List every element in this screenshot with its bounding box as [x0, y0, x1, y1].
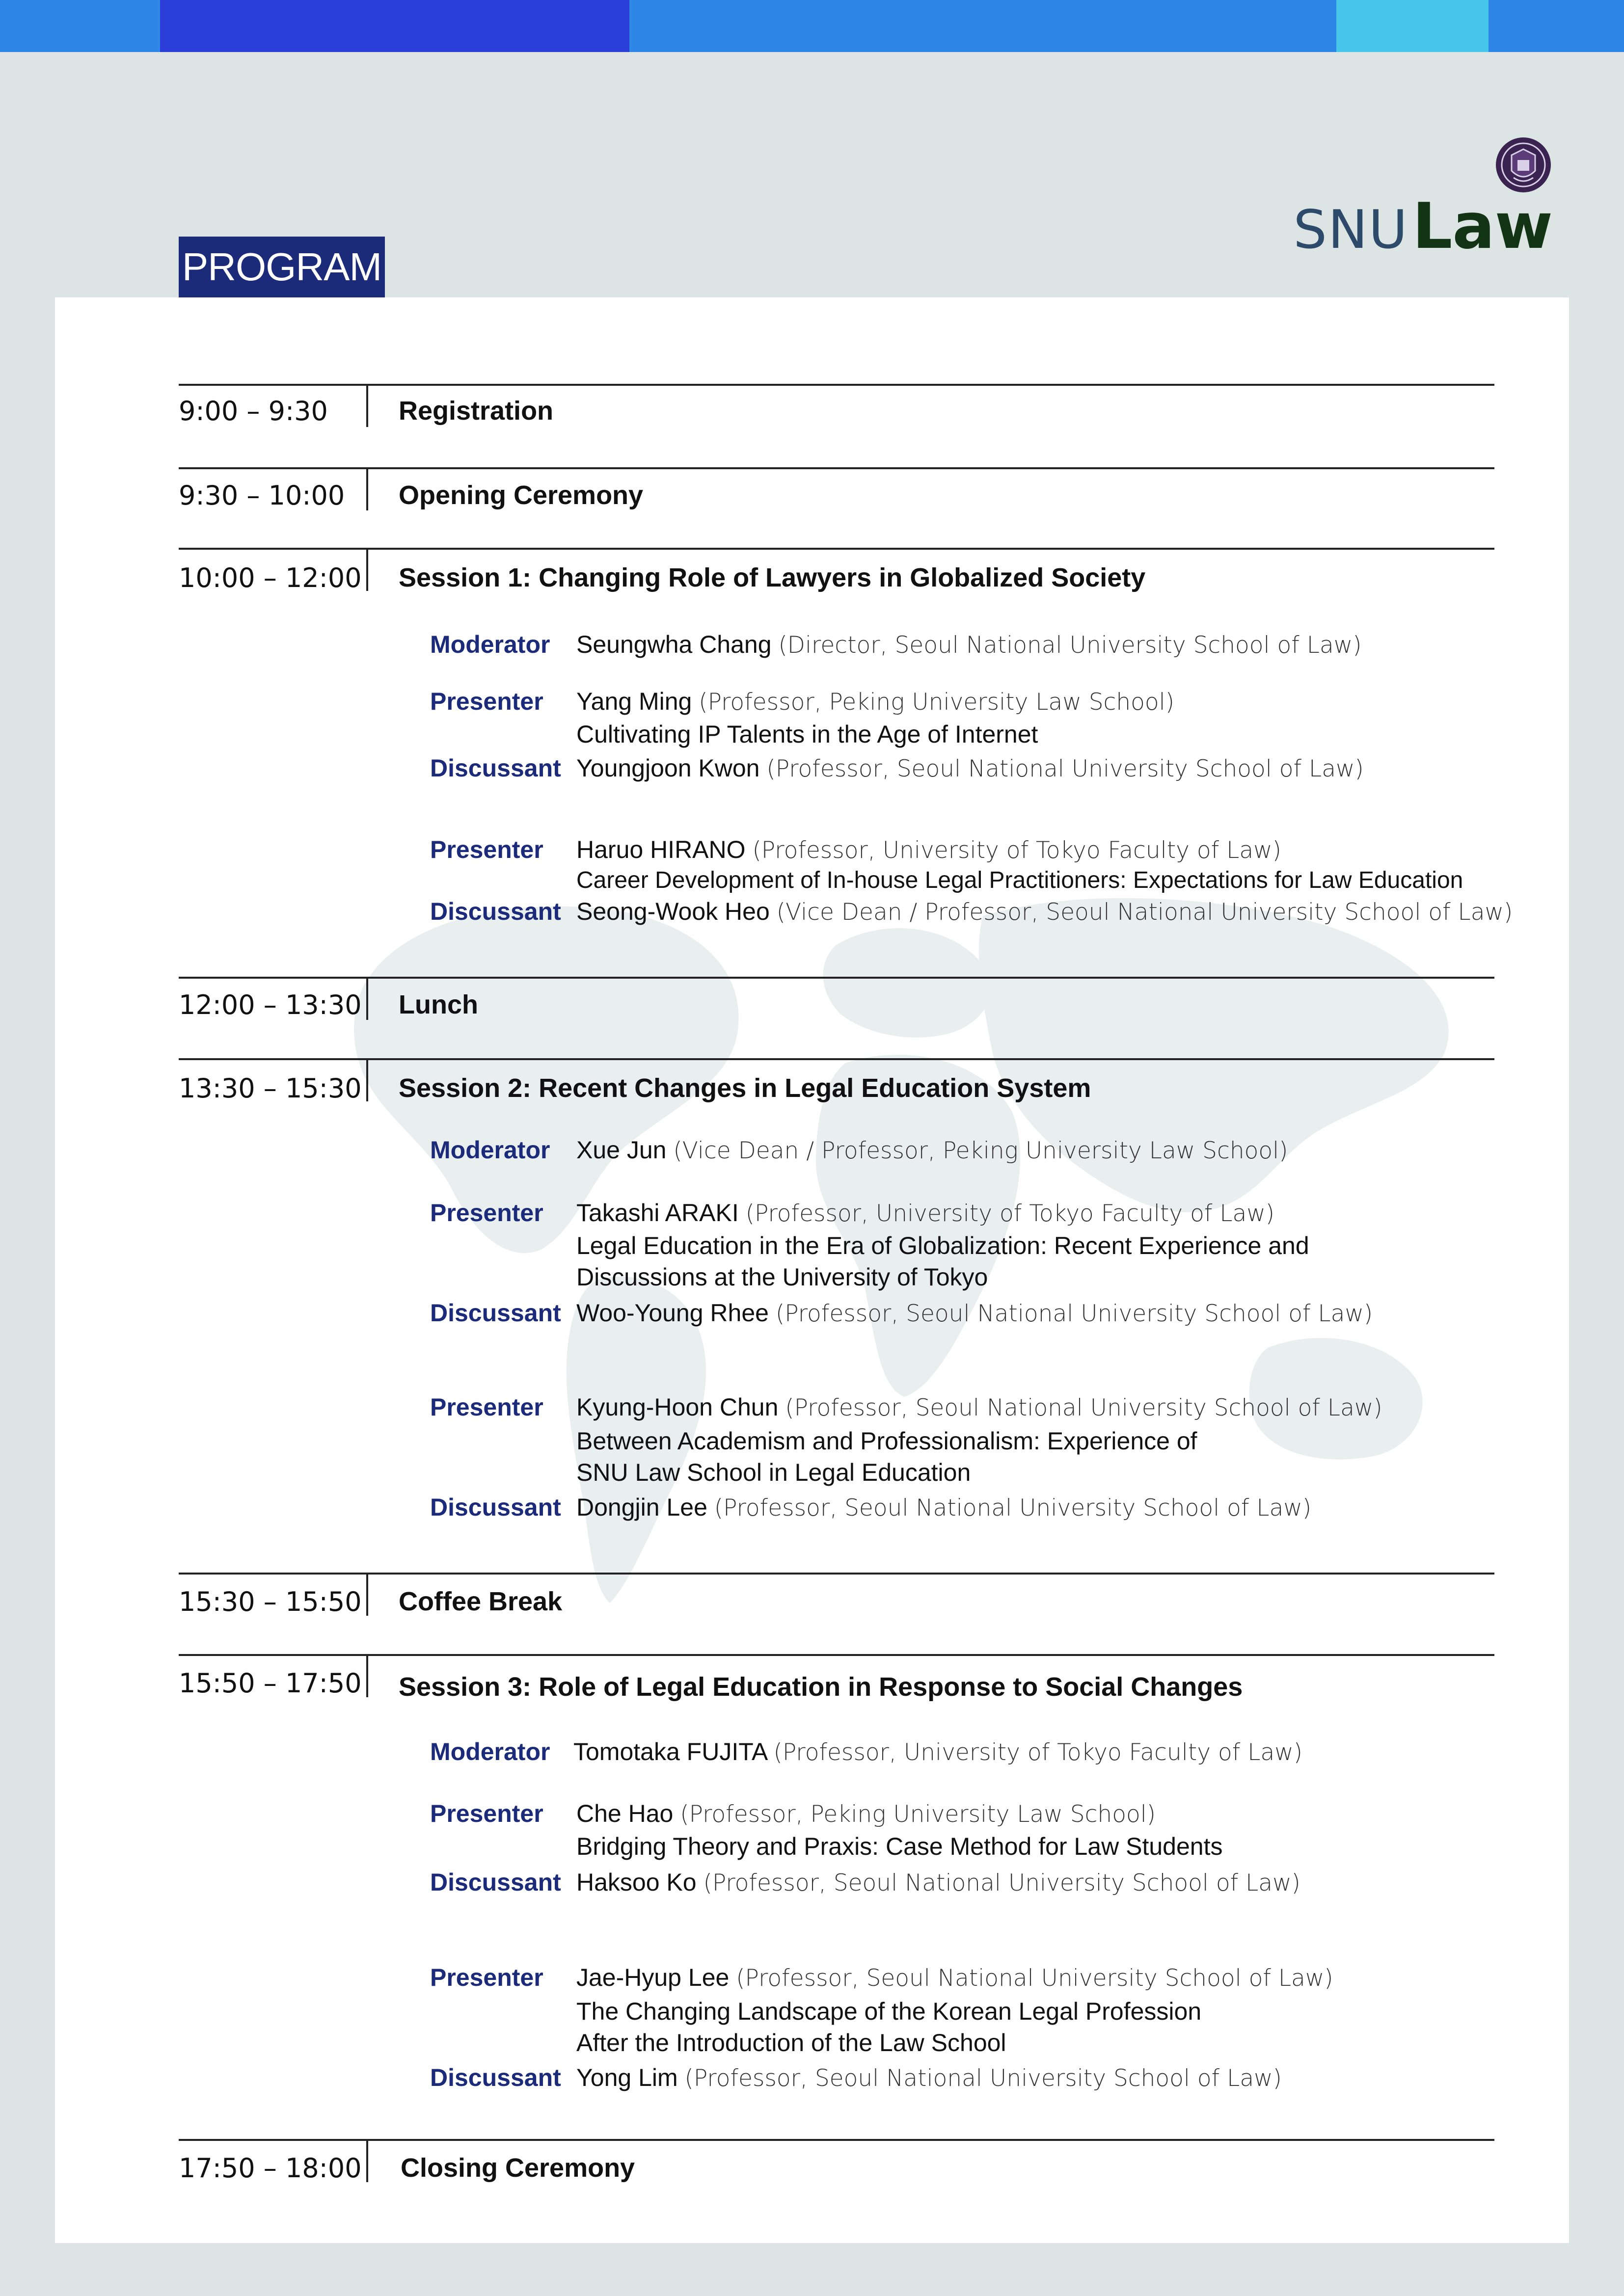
time-divider: [366, 1573, 368, 1616]
row-divider: [179, 1573, 1494, 1575]
discussant-role: Discussant: [430, 754, 561, 782]
talk-title: [576, 1425, 1197, 1488]
moderator-role: Moderator: [430, 631, 550, 658]
talk-title-line: Career Development of In-house Legal Practitioners: Expectations for Law Education: [576, 867, 1463, 893]
talk-title-line: The Changing Landscape of the Korean Legal Profession: [576, 1998, 1202, 2025]
person-affiliation: (Professor, Peking University Law School): [699, 689, 1175, 716]
university-seal-icon: [1494, 135, 1553, 194]
talk-title-line: Cultivating IP Talents in the Age of Internet: [576, 721, 1038, 748]
person-affiliation: (Vice Dean / Professor, Seoul National University School of Law): [776, 899, 1513, 926]
time-slot: 15:30 – 15:50: [179, 1586, 362, 1617]
person-affiliation: (Professor, University of Tokyo Faculty of Law): [752, 837, 1281, 864]
time-divider: [366, 977, 368, 1020]
discussant-role: Discussant: [430, 898, 561, 925]
presenter-name: [576, 1393, 1382, 1421]
snu-law-logo: [1293, 132, 1553, 263]
presenter-role: Presenter: [430, 1800, 543, 1827]
row-title: Opening Ceremony: [399, 481, 644, 510]
time-slot: 10:00 – 12:00: [179, 562, 362, 593]
talk-title-line: SNU Law School in Legal Education: [576, 1459, 971, 1486]
person-affiliation: (Professor, Seoul National University School of Law): [785, 1394, 1382, 1421]
logo-wordmark: [1293, 190, 1553, 263]
time-divider: [366, 384, 368, 427]
talk-title-line: Legal Education in the Era of Globalization: Recent Experience and: [576, 1232, 1309, 1259]
person-affiliation: (Professor, Seoul National University School of Law): [714, 1495, 1312, 1522]
discussant-name: [576, 1299, 1373, 1327]
talk-title: [576, 1996, 1201, 2058]
person-affiliation: (Professor, Seoul National University School of Law): [775, 1300, 1373, 1327]
moderator-role: Moderator: [430, 1738, 550, 1765]
person-affiliation: (Professor, Seoul National University School of Law): [736, 1965, 1333, 1992]
person-name: Youngjoon Kwon: [576, 754, 760, 782]
person-name: Xue Jun: [576, 1136, 667, 1164]
time-divider: [366, 467, 368, 510]
top-bar-segment-5: [1489, 0, 1624, 52]
person-name: Haruo HIRANO: [576, 836, 746, 863]
presenter-name: [576, 687, 1174, 716]
time-slot: 17:50 – 18:00: [179, 2153, 362, 2184]
talk-title-line: Discussions at the University of Tokyo: [576, 1263, 988, 1291]
discussant-name: [576, 1868, 1300, 1896]
presenter-name: [576, 1199, 1274, 1227]
talk-title-line: Bridging Theory and Praxis: Case Method for Law Students: [576, 1833, 1223, 1860]
top-color-bar: [0, 0, 1624, 52]
person-name: Haksoo Ko: [576, 1869, 697, 1896]
presenter-role: Presenter: [430, 1393, 543, 1421]
time-divider: [366, 2139, 368, 2182]
person-affiliation: (Vice Dean / Professor, Peking University Law School): [673, 1137, 1288, 1164]
person-affiliation: (Professor, Seoul National University School of Law): [684, 2065, 1282, 2092]
person-name: Dongjin Lee: [576, 1494, 707, 1521]
time-divider: [366, 1654, 368, 1697]
program-heading: PROGRAM: [179, 237, 385, 297]
person-affiliation: (Director, Seoul National University School of Law): [778, 632, 1362, 659]
talk-title: [576, 719, 1038, 750]
time-slot: 13:30 – 15:30: [179, 1073, 362, 1104]
logo-snu-text: SNU: [1293, 199, 1408, 261]
program-panel: [55, 297, 1569, 2243]
discussant-name: [576, 754, 1364, 782]
person-name: Jae-Hyup Lee: [576, 1964, 730, 1991]
row-divider: [179, 1058, 1494, 1060]
discussant-role: Discussant: [430, 1494, 561, 1521]
person-name: Kyung-Hoon Chun: [576, 1393, 779, 1421]
moderator-role: Moderator: [430, 1136, 550, 1164]
top-bar-segment-3: [629, 0, 1336, 52]
person-name: Seong-Wook Heo: [576, 898, 770, 925]
talk-title-line: After the Introduction of the Law School: [576, 2029, 1006, 2056]
presenter-role: Presenter: [430, 836, 543, 863]
talk-title-line: Between Academism and Professionalism: Experience of: [576, 1427, 1197, 1455]
person-name: Takashi ARAKI: [576, 1199, 739, 1227]
discussant-role: Discussant: [430, 1299, 561, 1327]
presenter-role: Presenter: [430, 1199, 543, 1227]
row-divider: [179, 1654, 1494, 1656]
person-name: Seungwha Chang: [576, 631, 772, 658]
discussant-name: [576, 1493, 1311, 1522]
discussant-role: Discussant: [430, 1869, 561, 1896]
person-name: Woo-Young Rhee: [576, 1299, 769, 1327]
presenter-name: [576, 835, 1281, 864]
presenter-name: [576, 1963, 1333, 1992]
person-name: Tomotaka FUJITA: [573, 1738, 767, 1765]
row-divider: [179, 548, 1494, 550]
discussant-name: [576, 2063, 1282, 2092]
presenter-role: Presenter: [430, 1964, 543, 1991]
row-divider: [179, 384, 1494, 386]
session-title: Session 1: Changing Role of Lawyers in Globalized Society: [399, 563, 1146, 592]
time-slot: 9:00 – 9:30: [179, 396, 328, 427]
person-affiliation: (Professor, Seoul National University School of Law): [766, 755, 1364, 782]
person-affiliation: (Professor, University of Tokyo Faculty of Law): [745, 1200, 1275, 1227]
person-affiliation: (Professor, University of Tokyo Faculty of Law): [773, 1739, 1303, 1766]
time-slot: 12:00 – 13:30: [179, 989, 362, 1020]
time-divider: [366, 548, 368, 591]
row-divider: [179, 2139, 1494, 2141]
moderator-name: [576, 630, 1362, 659]
presenter-name: [576, 1799, 1156, 1828]
presenter-role: Presenter: [430, 688, 543, 715]
time-divider: [366, 1058, 368, 1101]
moderator-name: [573, 1737, 1302, 1766]
row-title: Lunch: [399, 990, 478, 1019]
top-bar-segment-1: [0, 0, 160, 52]
session-title: Session 2: Recent Changes in Legal Education System: [399, 1073, 1091, 1103]
logo-law-text: Law: [1412, 190, 1553, 263]
row-title: Registration: [399, 396, 554, 426]
talk-title: [576, 1230, 1309, 1293]
talk-title: [576, 865, 1463, 896]
person-affiliation: (Professor, Seoul National University School of Law): [703, 1869, 1300, 1896]
time-slot: 15:50 – 17:50: [179, 1668, 362, 1699]
top-bar-segment-2: [160, 0, 629, 52]
discussant-name: [576, 897, 1513, 926]
discussant-role: Discussant: [430, 2064, 561, 2091]
moderator-name: [576, 1136, 1288, 1164]
person-affiliation: (Professor, Peking University Law School): [680, 1801, 1156, 1828]
talk-title: [576, 1831, 1222, 1862]
row-title: Closing Ceremony: [401, 2153, 635, 2183]
person-name: Yang Ming: [576, 688, 692, 715]
person-name: Yong Lim: [576, 2064, 678, 2091]
row-divider: [179, 467, 1494, 469]
person-name: Che Hao: [576, 1800, 674, 1827]
row-title: Coffee Break: [399, 1587, 563, 1616]
row-divider: [179, 977, 1494, 979]
time-slot: 9:30 – 10:00: [179, 480, 345, 511]
session-title: Session 3: Role of Legal Education in Response to Social Changes: [399, 1672, 1243, 1702]
top-bar-segment-4: [1336, 0, 1489, 52]
